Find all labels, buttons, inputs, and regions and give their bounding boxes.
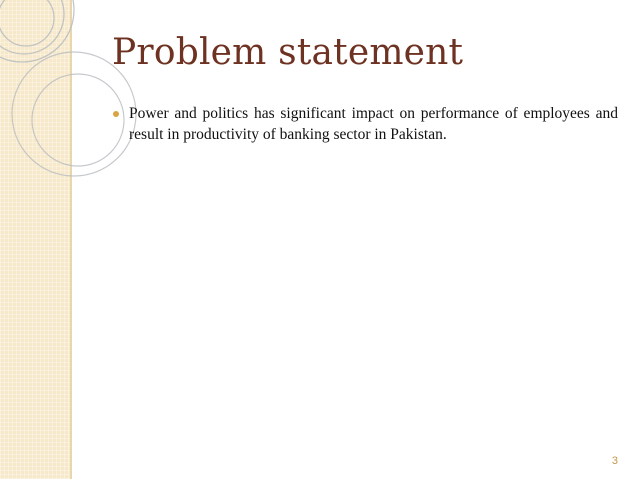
bullet-text: Power and politics has significant impact on performance of employees and result in productivity of banking sector in Pakistan. <box>129 105 618 143</box>
slide-content <box>112 103 618 145</box>
decorative-ring-inner <box>0 0 54 46</box>
page-number: 3 <box>611 455 618 467</box>
slide-title: Problem statement <box>112 32 464 73</box>
decorative-rings-graphic <box>0 0 200 200</box>
bullet-item <box>112 103 618 145</box>
bullet-dot-icon <box>113 111 119 117</box>
bullet-list <box>112 103 618 145</box>
decorative-ring-medium <box>32 74 124 166</box>
